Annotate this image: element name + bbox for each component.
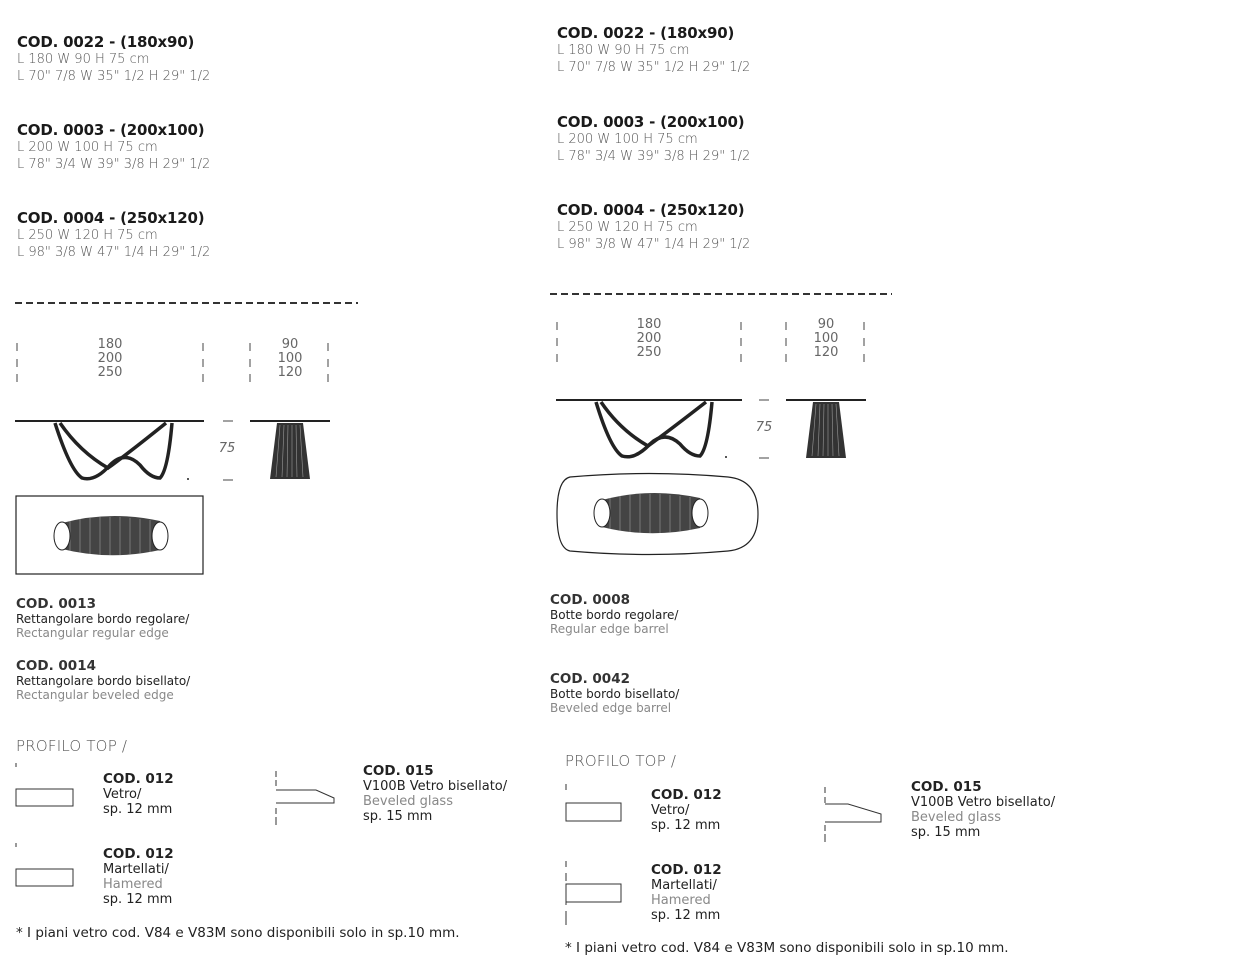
profile-thickness: sp. 12 mm — [651, 818, 721, 833]
spec-imperial: L 98" 3/8 W 47" 1/4 H 29" 1/2 — [557, 237, 751, 252]
spec-code: COD. 0022 - (180x90) — [17, 33, 195, 51]
spec-metric: L 250 W 120 H 75 cm — [17, 228, 158, 243]
width-100: 100 — [277, 351, 303, 366]
variant-code: COD. 0042 — [550, 671, 630, 687]
right-spec-sheet — [540, 0, 1160, 966]
profile-block — [651, 787, 722, 833]
profile-block — [103, 846, 174, 907]
profile-drawings — [0, 0, 620, 966]
profile-code: COD. 012 — [651, 787, 722, 803]
profile-italian: Martellati/ — [651, 878, 717, 893]
profile-english: Hamered — [103, 877, 163, 892]
profile-thickness: sp. 12 mm — [651, 908, 721, 923]
length-200: 200 — [97, 351, 123, 366]
profile-code: COD. 012 — [103, 771, 174, 787]
spec-imperial: L 98" 3/8 W 47" 1/4 H 29" 1/2 — [17, 245, 211, 260]
variant-italian: Botte bordo regolare/ — [550, 608, 679, 622]
profile-italian: Vetro/ — [103, 787, 142, 802]
profile-italian: Vetro/ — [651, 803, 690, 818]
spec-code: COD. 0003 - (200x100) — [17, 121, 205, 139]
height-label: 75 — [755, 420, 773, 435]
spec-code: COD. 0022 - (180x90) — [557, 24, 735, 42]
variant-italian: Rettangolare bordo regolare/ — [16, 612, 190, 626]
spec-code: COD. 0004 - (250x120) — [17, 209, 205, 227]
spec-imperial: L 70" 7/8 W 35" 1/2 H 29" 1/2 — [557, 60, 751, 75]
spec-metric: L 180 W 90 H 75 cm — [557, 43, 690, 58]
left-spec-sheet — [0, 0, 620, 966]
footnote: * I piani vetro cod. V84 e V83M sono disponibili solo in sp.10 mm. — [16, 925, 460, 941]
height-label: 75 — [218, 441, 236, 456]
variant-code: COD. 0013 — [16, 596, 96, 612]
spec-code: COD. 0003 - (200x100) — [557, 113, 745, 131]
profile-thickness: sp. 15 mm — [911, 825, 981, 840]
variant-italian: Botte bordo bisellato/ — [550, 687, 680, 701]
profile-italian: V100B Vetro bisellato/ — [363, 779, 508, 794]
width-120: 120 — [277, 365, 303, 380]
profile-code: COD. 012 — [103, 846, 174, 862]
variant-code: COD. 0008 — [550, 592, 630, 608]
profile-thickness: sp. 12 mm — [103, 892, 173, 907]
profile-block — [651, 862, 722, 923]
length-180: 180 — [636, 317, 662, 332]
profile-block — [363, 763, 507, 824]
spec-metric: L 250 W 120 H 75 cm — [557, 220, 698, 235]
width-100: 100 — [813, 331, 839, 346]
variant-italian: Rettangolare bordo bisellato/ — [16, 674, 191, 688]
variant-english: Beveled edge barrel — [550, 701, 672, 715]
length-250: 250 — [636, 345, 662, 360]
profile-block — [103, 771, 174, 817]
profile-english: Beveled glass — [363, 794, 453, 809]
spec-imperial: L 70" 7/8 W 35" 1/2 H 29" 1/2 — [17, 69, 211, 84]
variant-code: COD. 0014 — [16, 658, 96, 674]
footnote: * I piani vetro cod. V84 e V83M sono disponibili solo in sp.10 mm. — [565, 940, 1009, 956]
profile-italian: Martellati/ — [103, 862, 169, 877]
width-90: 90 — [281, 337, 299, 352]
profile-code: COD. 015 — [363, 763, 434, 779]
spec-imperial: L 78" 3/4 W 39" 3/8 H 29" 1/2 — [557, 149, 751, 164]
spec-code: COD. 0004 - (250x120) — [557, 201, 745, 219]
profile-english: Hamered — [651, 893, 711, 908]
profile-code: COD. 015 — [911, 779, 982, 795]
width-120: 120 — [813, 345, 839, 360]
profile-english: Beveled glass — [911, 810, 1001, 825]
profilo-title: PROFILO TOP / — [565, 752, 677, 770]
length-180: 180 — [97, 337, 123, 352]
variant-english: Regular edge barrel — [550, 622, 669, 636]
profile-block — [911, 779, 1055, 840]
spec-imperial: L 78" 3/4 W 39" 3/8 H 29" 1/2 — [17, 157, 211, 172]
spec-metric: L 200 W 100 H 75 cm — [17, 140, 158, 155]
profile-code: COD. 012 — [651, 862, 722, 878]
variant-english: Rectangular regular edge — [16, 626, 169, 640]
profile-thickness: sp. 12 mm — [103, 802, 173, 817]
spec-metric: L 180 W 90 H 75 cm — [17, 52, 150, 67]
variant-english: Rectangular beveled edge — [16, 688, 174, 702]
profilo-title: PROFILO TOP / — [16, 737, 128, 755]
profile-italian: V100B Vetro bisellato/ — [911, 795, 1056, 810]
profile-drawings — [540, 0, 1160, 966]
length-250: 250 — [97, 365, 123, 380]
length-200: 200 — [636, 331, 662, 346]
spec-metric: L 200 W 100 H 75 cm — [557, 132, 698, 147]
width-90: 90 — [817, 317, 835, 332]
profile-thickness: sp. 15 mm — [363, 809, 433, 824]
